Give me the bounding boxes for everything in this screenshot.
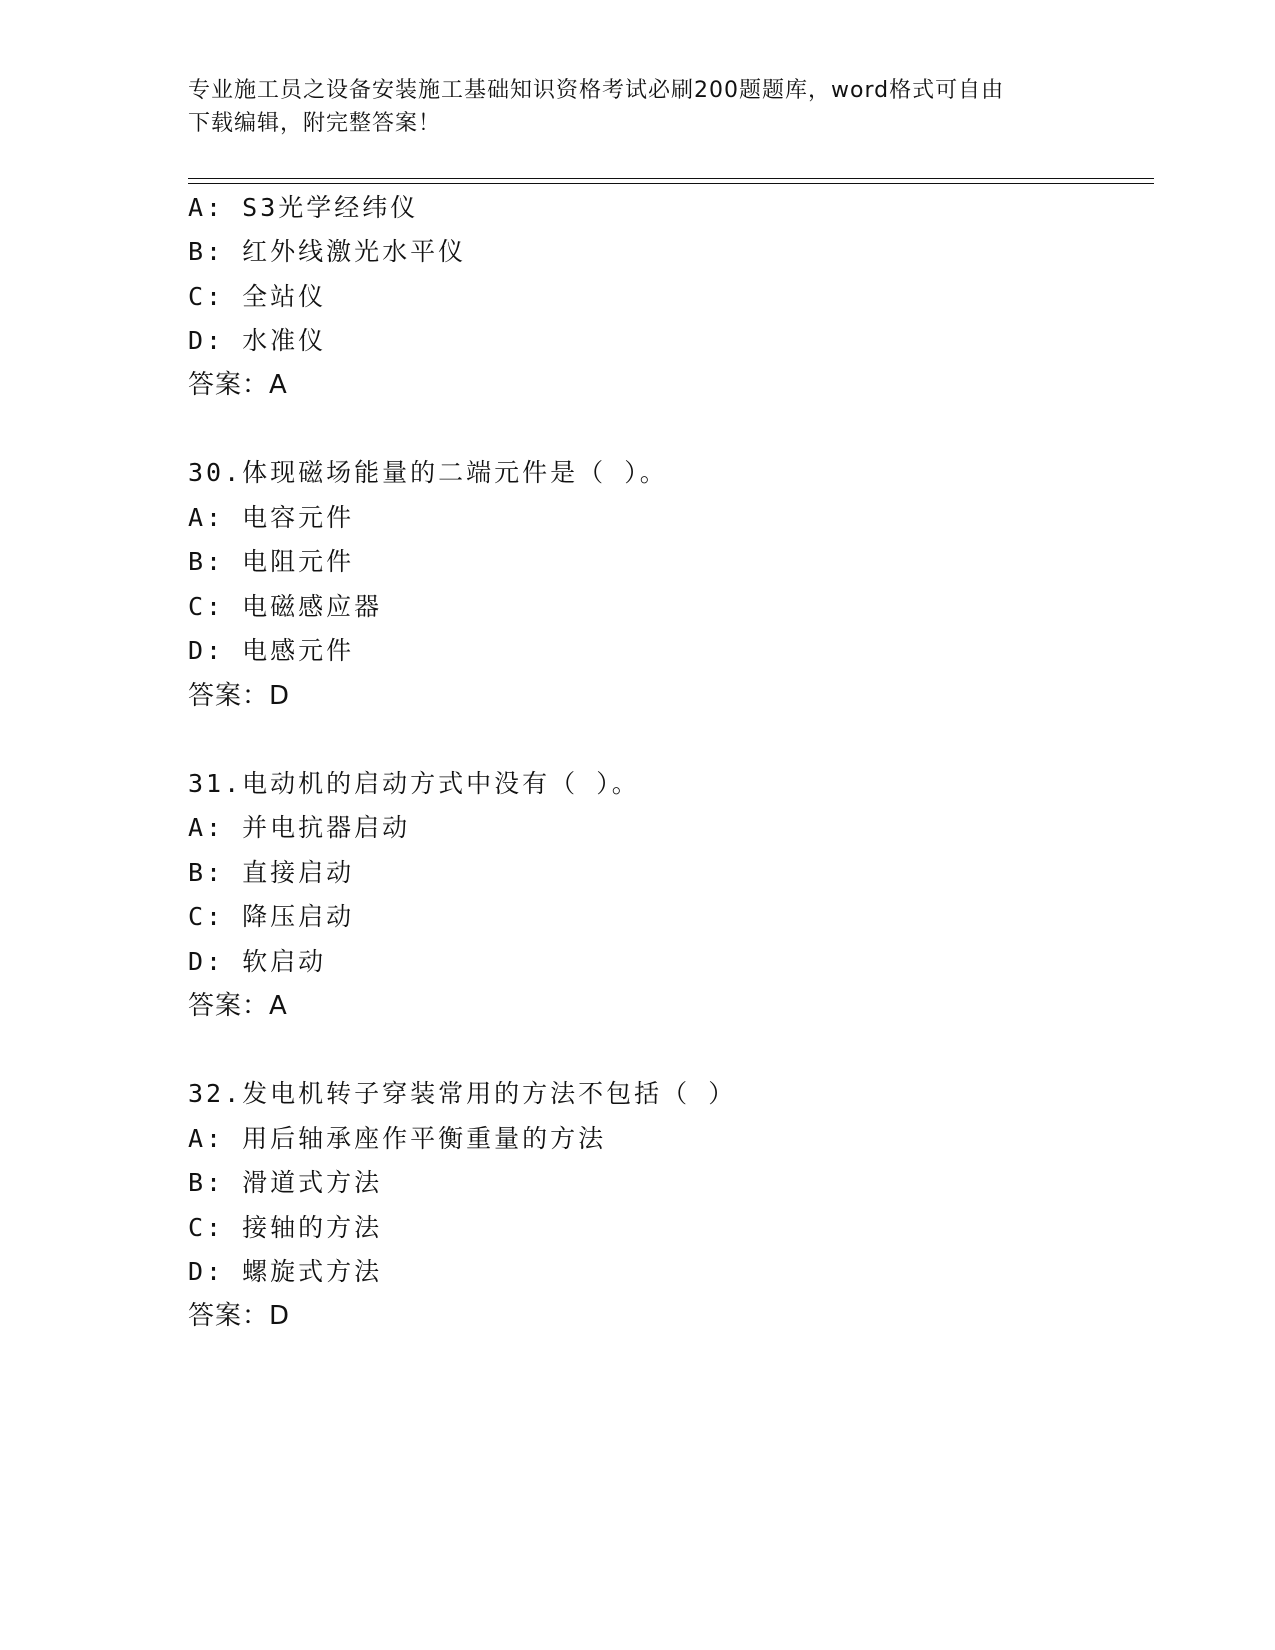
question-text: 30.体现磁场能量的二端元件是（ ）。 (188, 458, 668, 487)
answer-line: 答案：A (188, 991, 288, 1021)
option-b: B: 滑道式方法 (188, 1168, 383, 1197)
question-text: 32.发电机转子穿装常用的方法不包括（ ） (188, 1079, 737, 1108)
option-d: D: 螺旋式方法 (188, 1257, 383, 1286)
answer-line: 答案：D (188, 681, 291, 711)
option-a: A: S3光学经纬仪 (188, 193, 419, 222)
option-d: D: 电感元件 (188, 636, 355, 665)
option-a: A: 用后轴承座作平衡重量的方法 (188, 1124, 607, 1153)
option-a: A: 电容元件 (188, 503, 355, 532)
option-c: C: 降压启动 (188, 902, 355, 931)
option-b: B: 直接启动 (188, 858, 355, 887)
option-c: C: 全站仪 (188, 282, 327, 311)
answer-line: 答案：A (188, 370, 288, 400)
header-divider-bottom (188, 183, 1154, 184)
option-d: D: 水准仪 (188, 326, 327, 355)
question-text: 31.电动机的启动方式中没有（ ）。 (188, 769, 640, 798)
option-c: C: 接轴的方法 (188, 1213, 383, 1242)
option-b: B: 电阻元件 (188, 547, 355, 576)
header-line-1: 专业施工员之设备安装施工基础知识资格考试必刷200题题库，word格式可自由 (188, 78, 1005, 103)
answer-line: 答案：D (188, 1301, 291, 1331)
document-header (188, 74, 1088, 140)
option-c: C: 电磁感应器 (188, 592, 383, 621)
option-d: D: 软启动 (188, 947, 327, 976)
option-b: B: 红外线激光水平仪 (188, 237, 467, 266)
option-a: A: 并电抗器启动 (188, 813, 411, 842)
header-divider-top (188, 178, 1154, 179)
header-line-2: 下载编辑，附完整答案！ (188, 111, 442, 136)
